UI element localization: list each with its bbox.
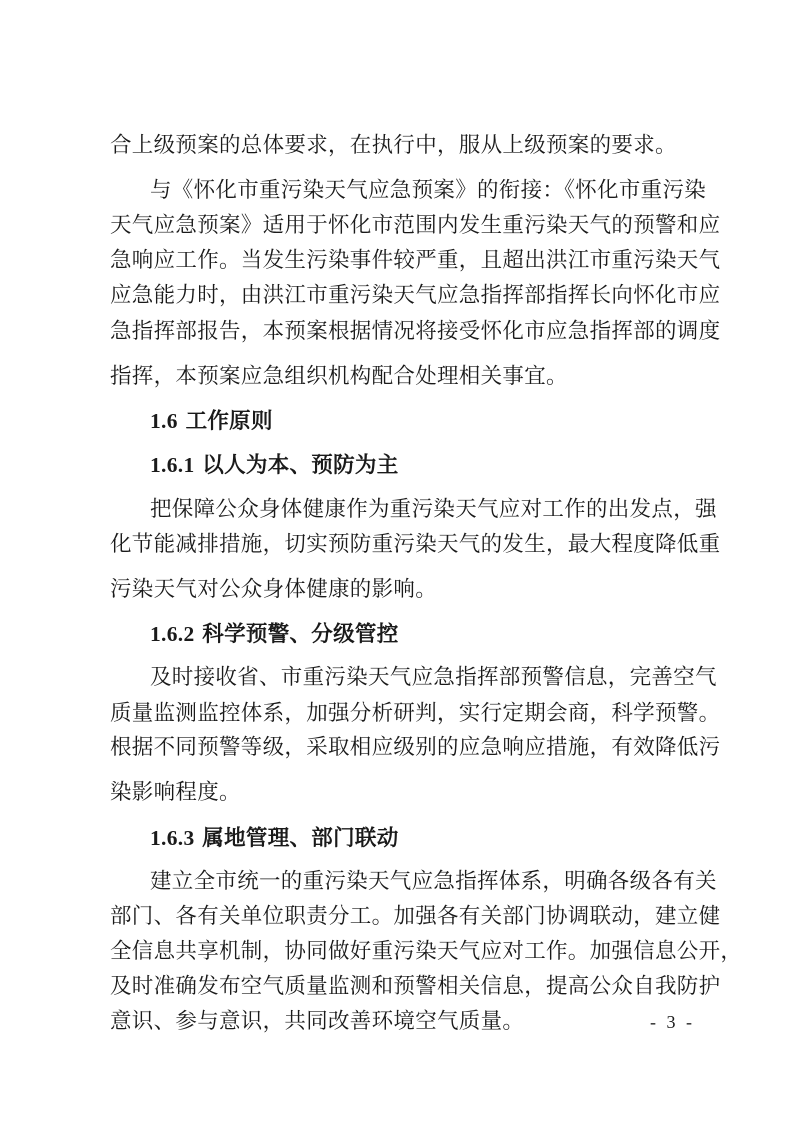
body-text-line: 天气应急预案》适用于怀化市范围内发生重污染天气的预警和应	[110, 213, 721, 238]
page-number: - 3 -	[650, 1012, 695, 1032]
subsection-heading	[150, 620, 399, 649]
body-text-line: 污染天气对公众身体健康的影响。	[110, 577, 438, 602]
body-text-line: 合上级预案的总体要求，在执行中，服从上级预案的要求。	[110, 133, 677, 158]
section-title: 工作原则	[185, 409, 273, 434]
subsection-title: 属地管理、部门联动	[202, 826, 399, 851]
subsection-heading	[150, 451, 399, 480]
body-text-line: 与《怀化市重污染天气应急预案》的衔接：《怀化市重污染	[150, 178, 707, 203]
section-heading	[150, 407, 273, 436]
body-text-line: 全信息共享机制，协同做好重污染天气应对工作。加强信息公开，	[110, 939, 743, 964]
body-text-line: 急响应工作。当发生污染事件较严重，且超出洪江市重污染天气	[110, 248, 721, 273]
subsection-number: 1.6.3	[150, 826, 195, 850]
body-text-line: 把保障公众身体健康作为重污染天气应对工作的出发点，强	[150, 497, 717, 522]
body-text-line: 及时接收省、市重污染天气应急指挥部预警信息，完善空气	[150, 665, 717, 690]
body-text-line: 及时准确发布空气质量监测和预警相关信息，提高公众自我防护	[110, 974, 721, 999]
body-text-line: 意识、参与意识，共同改善环境空气质量。	[110, 1009, 525, 1034]
section-number: 1.6	[150, 409, 178, 433]
subsection-title: 以人为本、预防为主	[202, 453, 399, 478]
body-text-line: 染影响程度。	[110, 780, 241, 805]
body-text-line: 应急能力时，由洪江市重污染天气应急指挥部指挥长向怀化市应	[110, 283, 721, 308]
body-text-line: 质量监测监控体系，加强分析研判，实行定期会商，科学预警。	[110, 701, 721, 726]
subsection-number: 1.6.1	[150, 453, 195, 477]
body-text-line: 部门、各有关单位职责分工。加强各有关部门协调联动，建立健	[110, 904, 721, 929]
subsection-title: 科学预警、分级管控	[202, 622, 399, 647]
body-text-line: 根据不同预警等级，采取相应级别的应急响应措施，有效降低污	[110, 735, 721, 760]
subsection-heading	[150, 824, 399, 853]
subsection-number: 1.6.2	[150, 622, 195, 646]
body-text-line: 建立全市统一的重污染天气应急指挥体系，明确各级各有关	[150, 869, 717, 894]
body-text-line: 化节能减排措施，切实预防重污染天气的发生，最大程度降低重	[110, 532, 721, 557]
body-text-line: 急指挥部报告，本预案根据情况将接受怀化市应急指挥部的调度	[110, 319, 721, 344]
body-text-line: 指挥，本预案应急组织机构配合处理相关事宜。	[110, 364, 568, 389]
